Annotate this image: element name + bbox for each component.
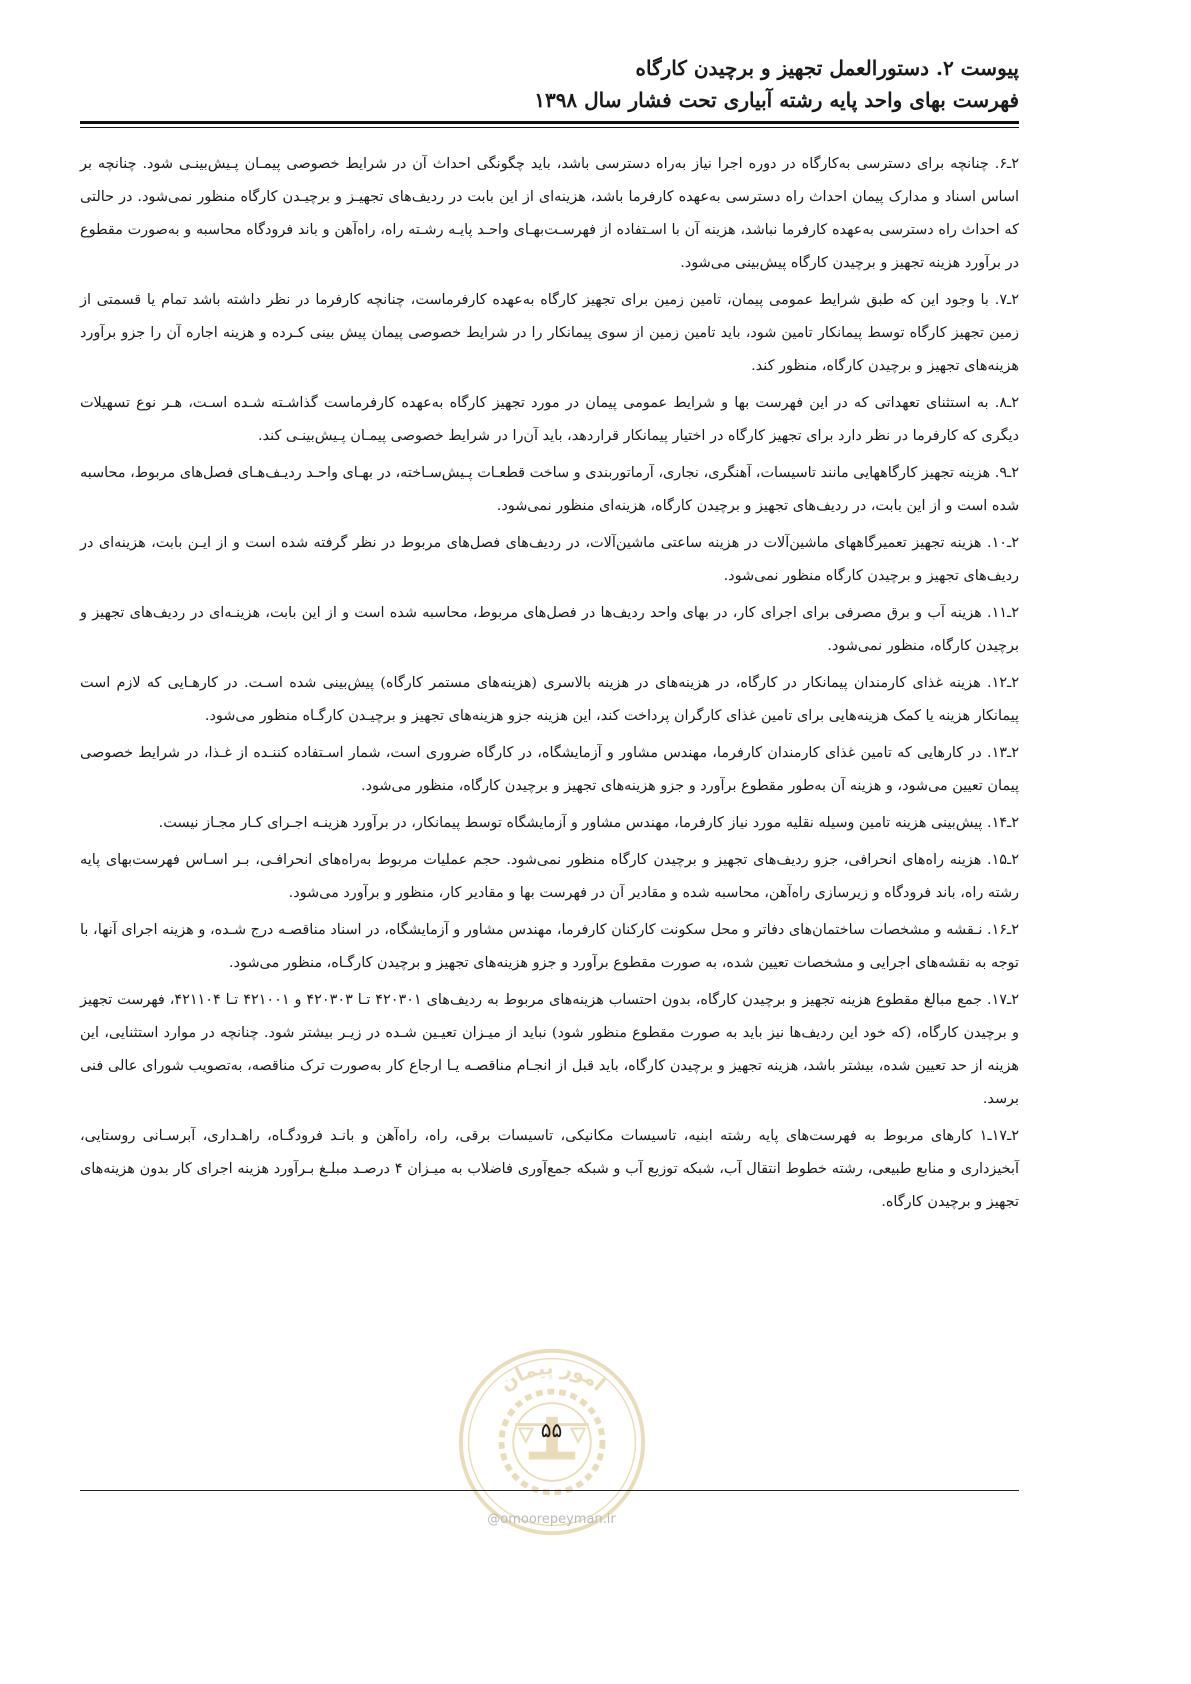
header-rule-thin [80,127,1019,128]
paragraph-2-16: ۲ـ۱۶. نـقشه و مشخصات ساختمان‌های دفاتر و محل سکونت کارکنان کارفرما، مهندس مشاور و آزمایشگاه، در اسناد مناقصـه درج شـده، و هزینه اجرای آنها، با توجه به نقشه‌های اجرایی و مشخصات تعیین شده، به صورت مقطوع برآورد و جزو هزینه‌های تجهیز و برچیدن کارگـاه، منظور می‌شود. [80,922,1019,971]
header-rule-thick [80,121,1019,124]
page-header [80,52,1019,116]
paragraph-2-6: ۲ـ۶. چنانچه برای دسترسی به‌کارگاه در دوره اجرا نیاز به‌راه دسترسی باشد، باید چگونگی احداث آن در شرایط خصوصی پیمـان پـیش‌بینـی شود. چنانچه بر اساس اسناد و مدارک پیمان احداث راه دسترسی به‌عهده کارفرما باشد، هزینه‌ای از این بابت در ردیف‌های تجهیـز و برچیـدن کارگاه منظور نمی‌شود. در حالتی که احداث راه دسترسی به‌عهده کارفرما نباشد، هزینه آن با اسـتفاده از فهرسـت‌بهـای واحـد پایـه رشـته راه، راه‌آهن و باند فرودگاه محاسبه و به‌صورت مقطوع در برآورد هزینه تجهیز و برچیدن کارگاه پیش‌بینی می‌شود. [80,156,1019,271]
paragraph-2-7: ۲ـ۷. با وجود این که طبق شرایط عمومی پیمان، تامین زمین برای تجهیز کارگاه به‌عهده کارفرماست، چنانچه کارفرما در نظر داشته باشد تمام یا قسمتی از زمین تجهیز کارگاه توسط پیمانکار تامین شود، باید تامین زمین از سوی پیمانکار را در شرایط خصوصی پیمان پیش بینی کـرده و هزینه اجاره آن را جزو برآورد هزینه‌های تجهیز و برچیدن کارگاه، منظور کند. [80,292,1019,374]
header-title-appendix: پیوست ۲. دستورالعمل تجهیز و برچیدن کارگاه [635,56,1019,80]
paragraph-2-9: ۲ـ۹. هزینه تجهیز کارگاههایی مانند تاسیسات، آهنگری، نجاری، آرماتوربندی و ساخت قطعـات پـیش‌سـاخته، در بهـای واحـد ردیـف‌هـای فصل‌های مربوط، محاسبه شده است و از این بابت، در ردیف‌های تجهیز و برچیدن کارگاه، هزینه‌ای منظور نمی‌شود. [80,465,1019,514]
footer-rule [80,1490,1019,1491]
paragraph-2-17: ۲ـ۱۷. جمع مبالغ مقطوع هزینه تجهیز و برچیدن کارگاه، بدون احتساب هزینه‌های مربوط به ردیف‌های ۴۲۰۳۰۱ تـا ۴۲۰۳۰۳ و ۴۲۱۰۰۱ تـا ۴۲۱۱۰۴، فهرست تجهیز و برچیدن کارگاه، (که خود این ردیف‌ها نیز باید به صورت مقطوع منظور شود) نباید از میـزان تعیـین شـده در زیـر بیشتر شود. چنانچه در موارد استثنایی، این هزینه از حد تعیین شده، بیشتر باشد، هزینه تجهیز و برچیدن کارگاه، باید قبل از انجـام مناقصـه یـا ارجاع کار به‌صورت ترک مناقصه، به‌تصویب شورای عالی فنی برسد. [80,992,1019,1107]
page-number: ۵۵ [540,1418,563,1442]
paragraph-2-8: ۲ـ۸. به استثنای تعهداتی که در این فهرست بها و شرایط عمومی پیمان در مورد تجهیز کارگاه به‌عهده کارفرماست گذاشـته شـده اسـت، هـر نوع تسهیلات دیگری که کارفرما در نظر دارد برای تجهیز کارگاه در اختیار پیمانکار قراردهد، باید آن‌را در شرایط خصوصی پیمـان پـیش‌بینـی کند. [80,395,1019,444]
watermark-seal-logo [455,1345,649,1539]
paragraph-2-14: ۲ـ۱۴. پیش‌بینی هزینه تامین وسیله نقلیه مورد نیاز کارفرما، مهندس مشاور و آزمایشگاه توسط پیمانکار، در برآورد هزینـه اجـرای کـار مجـاز نیست. [158,815,1019,831]
paragraph-2-17-1: ۲ـ۱۷ـ۱ کارهای مربوط به فهرست‌های پایه رشته ابنیه، تاسیسات مکانیکی، تاسیسات برقی، راه، راه‌آهن و بانـد فرودگـاه، راهـداری، آبرسـانی روستایی، آبخیزداری و منابع طبیعی، رشته خطوط انتقال آب، شبکه توزیع آب و شبکه جمع‌آوری فاضلاب به میـزان ۴ درصـد مبلـغ بـرآورد هزینه اجرای کار بدون هزینه‌های تجهیز و برچیدن کارگاه. [80,1128,1019,1210]
watermark-url: @omoorepeyman.ir [487,1512,616,1527]
header-title-pricelist: فهرست بهای واحد پایه رشته آبیاری تحت فشار سال ۱۳۹۸ [534,88,1019,112]
paragraph-2-10: ۲ـ۱۰. هزینه تجهیز تعمیرگاههای ماشین‌آلات در هزینه ساعتی ماشین‌آلات، در ردیف‌های فصل‌های مربوط در نظر گرفته شده است و از ایـن بابت، هزینه‌ای در ردیف‌های تجهیز و برچیدن کارگاه منظور نمی‌شود. [80,535,1019,584]
document-body [80,148,1019,1223]
paragraph-2-12: ۲ـ۱۲. هزینه غذای کارمندان پیمانکار در کارگاه، در هزینه‌های در هزینه بالاسری (هزینه‌های مستمر کارگاه) پیش‌بینی شده اسـت. در کارهـایی که لازم است پیمانکار هزینه یا کمک هزینه‌هایی برای تامین غذای کارگران پرداخت کند، این هزینه جزو هزینه‌های تجهیز و برچیـدن کارگـاه منظور می‌شود. [80,675,1019,724]
paragraph-2-13: ۲ـ۱۳. در کارهایی که تامین غذای کارمندان کارفرما، مهندس مشاور و آزمایشگاه، در کارگاه ضروری است، شمار اسـتفاده کننـده از غـذا، در شرایط خصوصی پیمان تعیین می‌شود، و هزینه آن به‌طور مقطوع برآورد و جزو هزینه‌های تجهیز و برچیدن کارگاه، منظور می‌شود. [80,745,1019,794]
svg-text:امور پیمان: امور پیمان [495,1356,610,1396]
paragraph-2-15: ۲ـ۱۵. هزینه راه‌های انحرافی، جزو ردیف‌های تجهیز و برچیدن کارگاه منظور نمی‌شود. حجم عملیات مربوط به‌راه‌های انحرافـی، بـر اسـاس فهرست‌بهای پایه رشته راه، باند فرودگاه و زیرسازی راه‌آهن، محاسبه شده و مقادیر آن در فهرست بها و مقادیر کار، منظور و برآورد می‌شود. [80,852,1019,901]
paragraph-2-11: ۲ـ۱۱. هزینه آب و برق مصرفی برای اجرای کار، در بهای واحد ردیف‌ها در فصل‌های مربوط، محاسبه شده است و از این بابت، هزینـه‌ای در ردیف‌های تجهیز و برچیدن کارگاه، منظور نمی‌شود. [80,605,1019,654]
